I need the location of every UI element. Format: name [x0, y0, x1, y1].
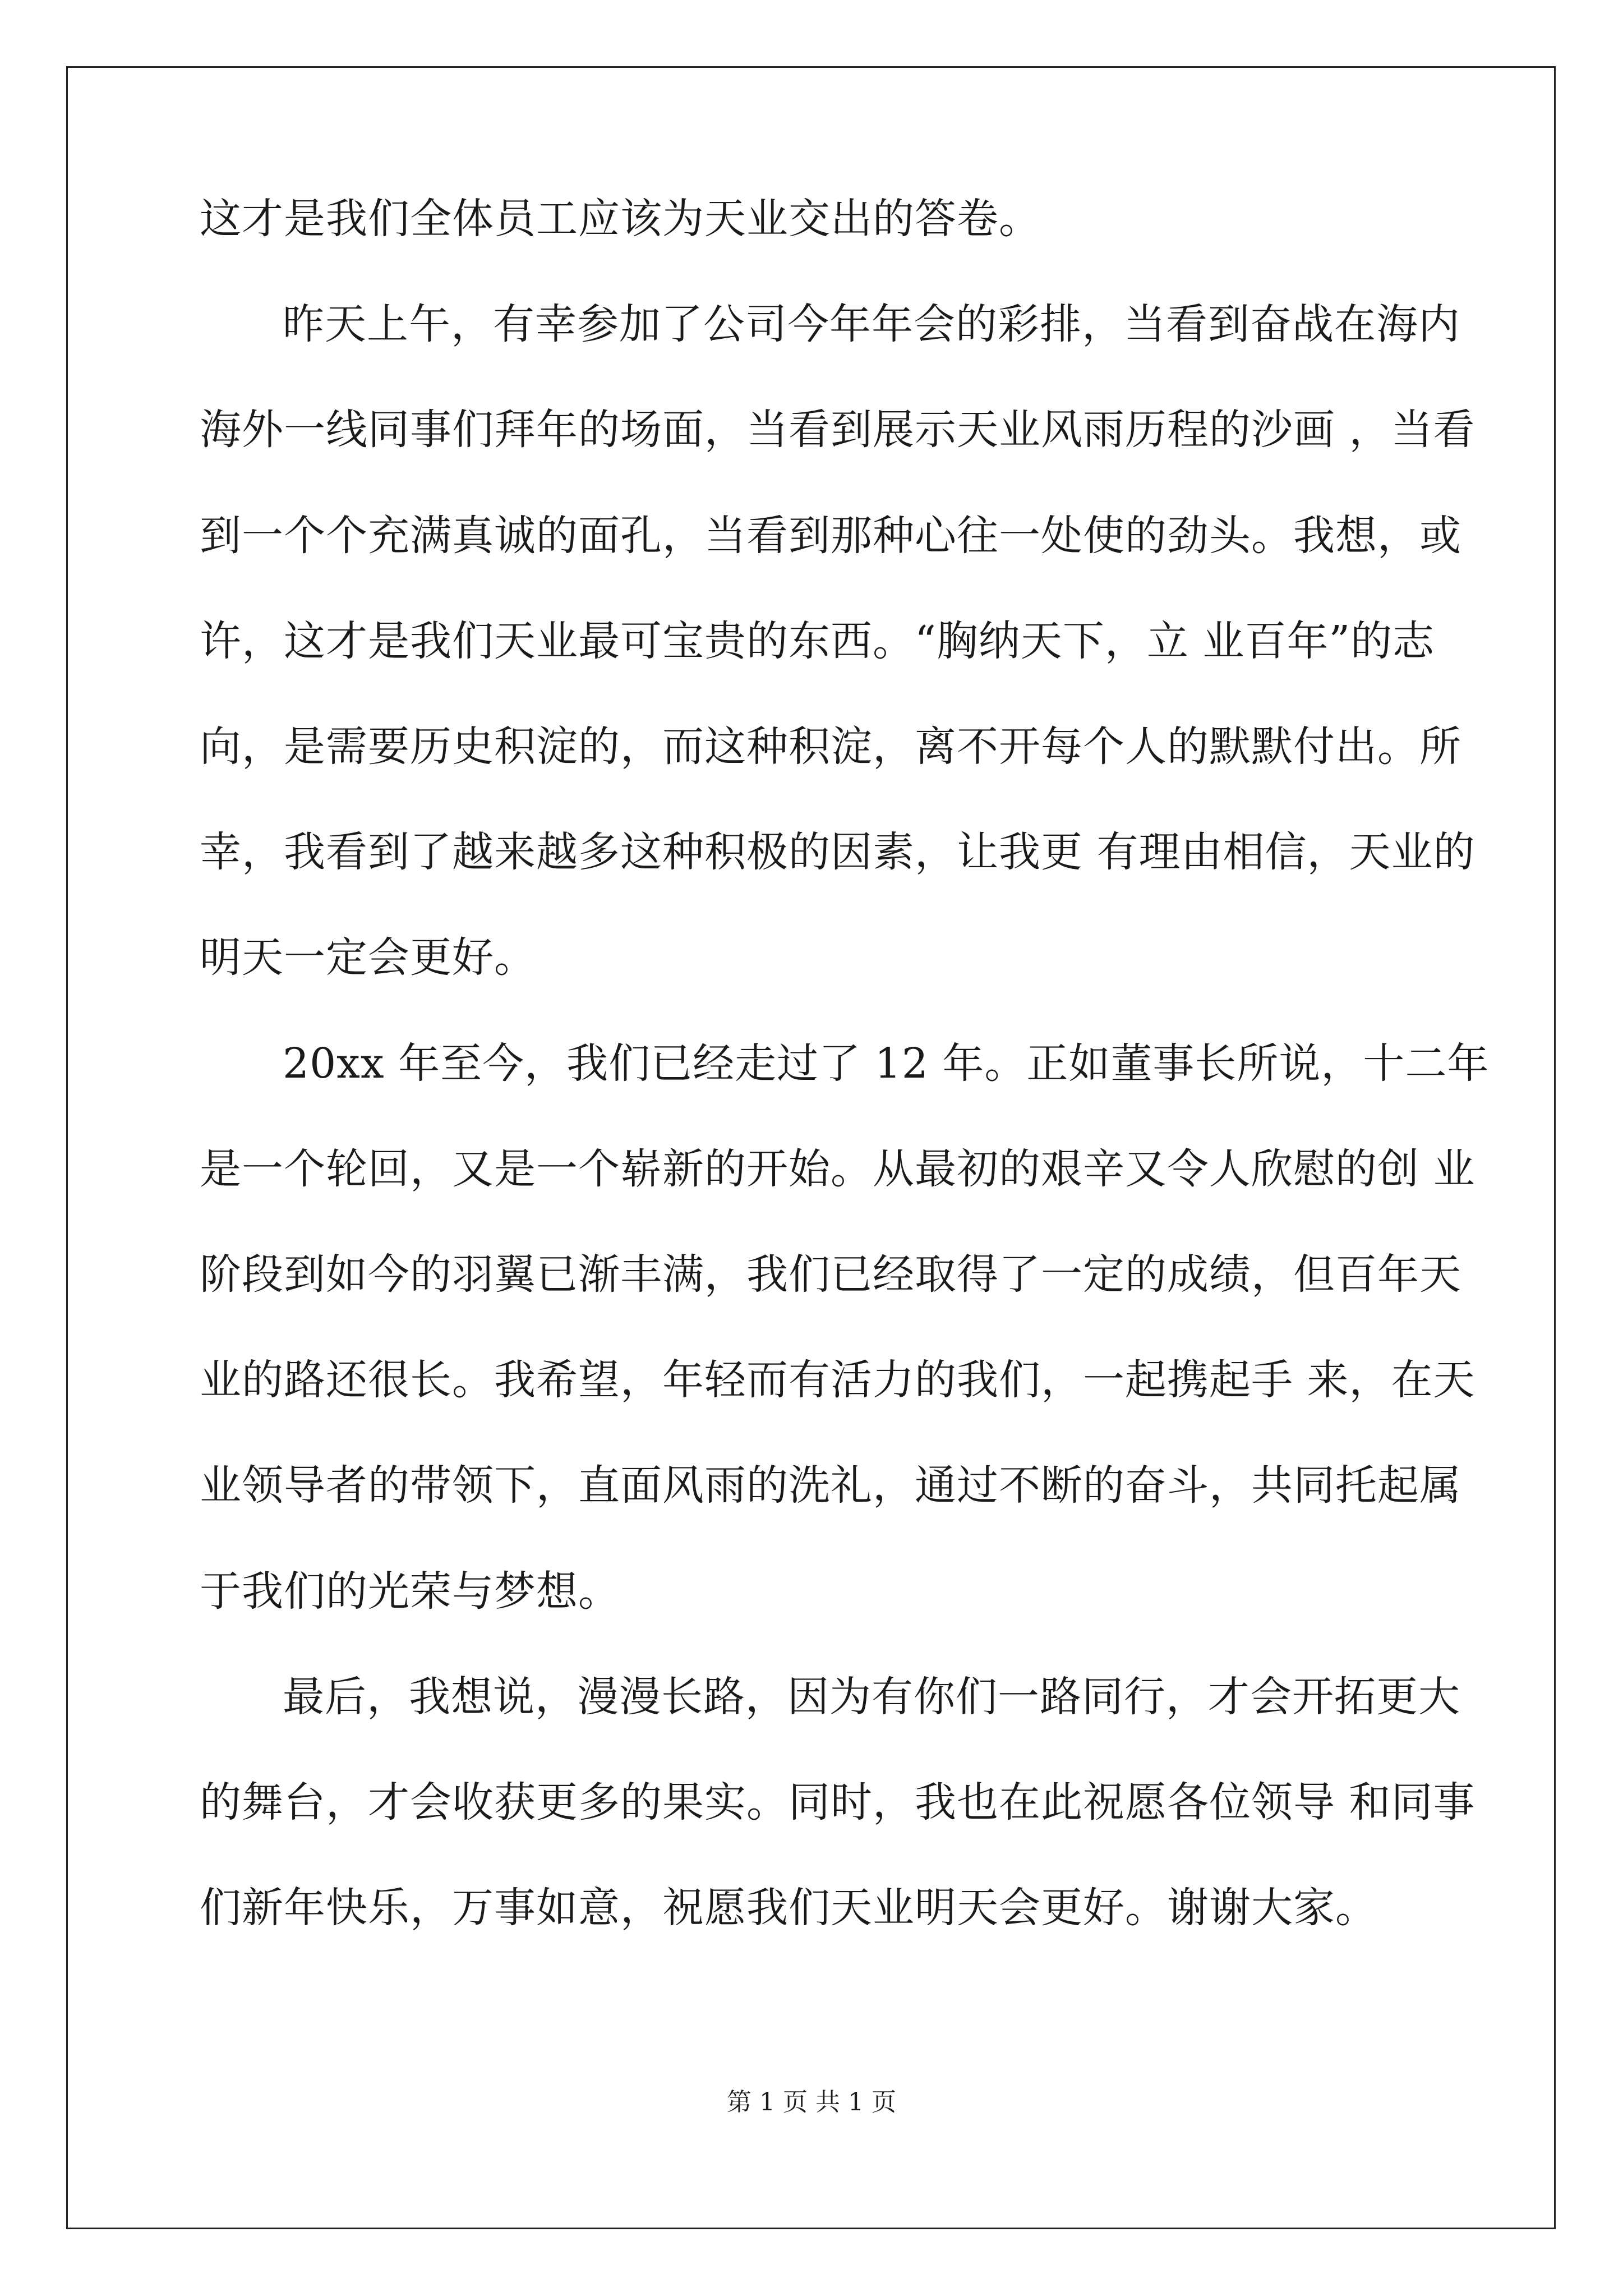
text-line: 业领导者的带领下，直面风雨的洗礼，通过不断的奋斗，共同托起属: [200, 1461, 1461, 1510]
text-line: 许，这才是我们天业最可宝贵的东西。“胸纳天下，立 业百年”的志: [200, 617, 1435, 665]
text-line: 海外一线同事们拜年的场面，当看到展示天业风雨历程的沙画 ，当看: [200, 406, 1476, 454]
text-line: 的舞台，才会收获更多的果实。同时，我也在此祝愿各位领导 和同事: [200, 1778, 1476, 1826]
text-line: 幸，我看到了越来越多这种积极的因素，让我更 有理由相信，天业的: [200, 828, 1476, 876]
text-line: 阶段到如今的羽翼已渐丰满，我们已经取得了一定的成绩，但百年天: [200, 1250, 1461, 1299]
text-line: 这才是我们全体员工应该为天业交出的答卷。: [200, 195, 1041, 243]
text-line: 于我们的光荣与梦想。: [200, 1567, 620, 1616]
text-line: 是一个轮回，又是一个崭新的开始。从最初的艰辛又令人欣慰的创 业: [200, 1145, 1476, 1193]
paragraph-first-line: 20xx 年至今，我们已经走过了 12 年。正如董事长所说，十二年: [283, 1039, 1490, 1088]
paragraph-first-line: 昨天上午，有幸参加了公司今年年会的彩排，当看到奋战在海内: [283, 300, 1460, 348]
paragraph-first-line: 最后，我想说，漫漫长路，因为有你们一路同行，才会开拓更大: [283, 1673, 1460, 1721]
text-line: 明天一定会更好。: [200, 933, 536, 982]
text-line: 向，是需要历史积淀的，而这种积淀，离不开每个人的默默付出。所: [200, 723, 1461, 771]
text-line: 到一个个充满真诚的面孔，当看到那种心往一处使的劲头。我想，或: [200, 512, 1461, 560]
text-line: 们新年快乐，万事如意，祝愿我们天业明天会更好。谢谢大家。: [200, 1884, 1377, 1932]
text-line: 业的路还很长。我希望，年轻而有活力的我们，一起携起手 来，在天: [200, 1356, 1476, 1404]
page-number-footer: 第 1 页 共 1 页: [727, 2088, 896, 2116]
